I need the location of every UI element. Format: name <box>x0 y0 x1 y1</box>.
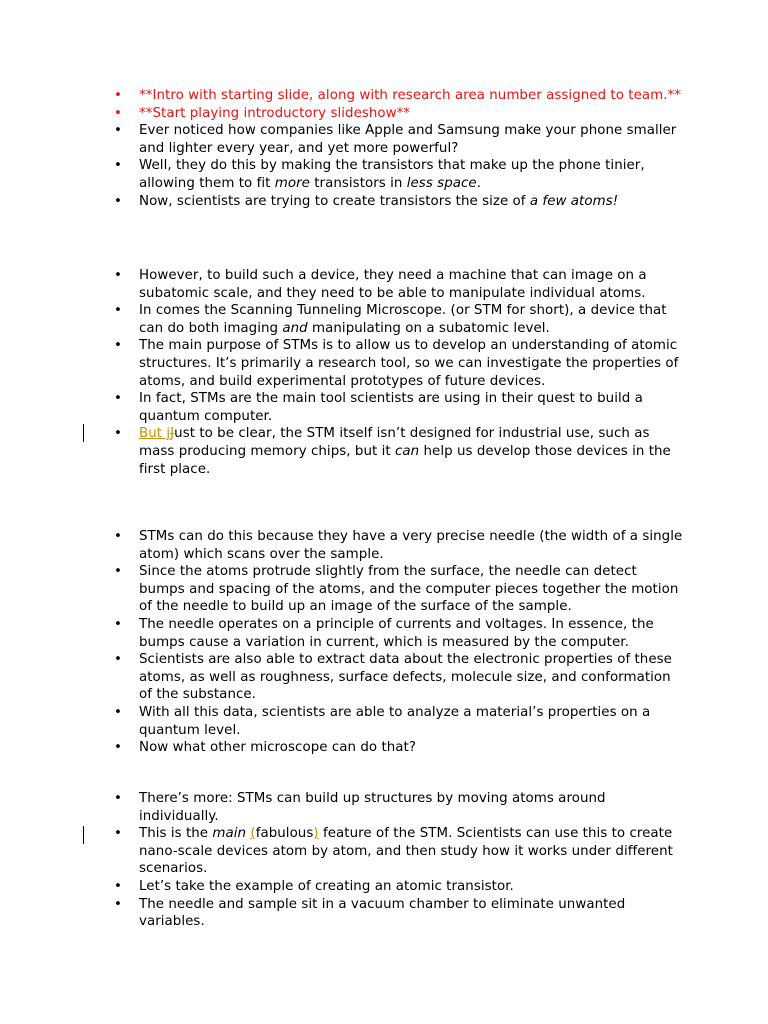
list-item: • This is the main (fabulous) feature of the STM. Scientists can use this to create nano-scale devices atom by atom, and then study how it works under different scenarios. <box>114 826 673 877</box>
list-item: • The needle operates on a principle of currents and voltages. In essence, the bumps cause a variation in current, which is measured by the computer. <box>114 616 654 650</box>
revision-change-bar <box>83 424 84 442</box>
list-item: • In comes the Scanning Tunneling Microscope. (or STM for short), a device that can do both imaging and manipulating on a subatomic level. <box>114 303 667 336</box>
tracked-insertion: But j <box>139 426 171 442</box>
list-item: • Let’s take the example of creating an atomic transistor. <box>114 878 514 894</box>
list-item: • There’s more: STMs can build up structures by moving atoms around individually. <box>114 791 606 824</box>
tracked-insertion: ) <box>313 826 319 842</box>
list-item: • Ever noticed how companies like Apple and Samsung make your phone smaller and lighter every year, and yet more powerful? <box>114 123 677 156</box>
list-item: • But jJust to be clear, the STM itself isn’t designed for industrial use, such as mass producing memory chips, but it can help us develop those devices in the first place. <box>114 426 671 477</box>
list-item: • **Intro with starting slide, along with research area number assigned to team.** <box>114 88 682 103</box>
revision-change-bar <box>83 826 84 844</box>
list-item: • With all this data, scientists are able to analyze a material’s properties on a quantum level. <box>114 704 651 738</box>
list-item: • Now, scientists are trying to create transistors the size of a few atoms! <box>114 193 619 209</box>
list-item: • STMs can do this because they have a very precise needle (the width of a single atom) which scans over the sample. <box>114 529 683 562</box>
bullet-list-manipulation <box>114 790 684 931</box>
tracked-insertion: ( <box>250 826 256 842</box>
list-item: • However, to build such a device, they need a machine that can image on a subatomic scale, and they need to be able to manipulate individual atoms. <box>114 268 647 301</box>
list-item: • Now what other microscope can do that? <box>114 740 417 756</box>
bullet-list-intro <box>114 87 684 210</box>
list-item: • **Start playing introductory slideshow** <box>114 105 411 121</box>
list-item: • The main purpose of STMs is to allow us to develop an understanding of atomic structures. It’s primarily a research tool, so we can investigate the properties of atoms, and build experimental prototypes of future devices. <box>114 338 679 389</box>
bullet-list-stm-intro <box>114 267 684 478</box>
list-item: • Well, they do this by making the transistors that make up the phone tinier, allowing them to fit more transistors in less space. <box>114 158 645 191</box>
list-item: • In fact, STMs are the main tool scientists are using in their quest to build a quantum computer. <box>114 391 643 424</box>
list-item: • Since the atoms protrude slightly from the surface, the needle can detect bumps and spacing of the atoms, and the computer pieces together the motion of the needle to build up an image of the surface of the sample. <box>114 564 679 615</box>
tracked-deletion: J <box>170 426 175 442</box>
bullet-list-how-it-works <box>114 528 684 757</box>
list-item: • Scientists are also able to extract data about the electronic properties of these atoms, as well as roughness, surface defects, molecule size, and conformation of the substance. <box>114 652 672 703</box>
list-item: • The needle and sample sit in a vacuum chamber to eliminate unwanted variables. <box>114 896 626 930</box>
